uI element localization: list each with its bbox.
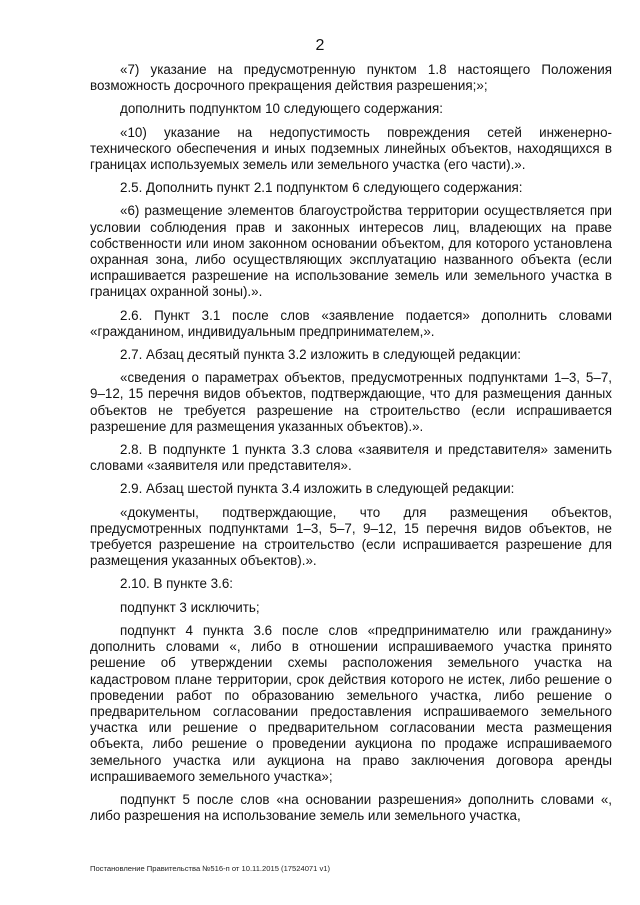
paragraph-2-9: 2.9. Абзац шестой пункта 3.4 изложить в следующей редакции: — [120, 481, 515, 497]
paragraph-subpoint-5: подпункт 5 после слов «на основании разрешения» дополнить словами «, либо разрешения на использование земель или земельного участка, — [90, 791, 612, 824]
paragraph-subpoint-7: «7) указание на предусмотренную пунктом 1.8 настоящего Положения возможность досрочного прекращения действия разрешения;»; — [90, 62, 612, 94]
paragraph-subpoint-3-removed: подпункт 3 исключить; — [120, 599, 260, 615]
paragraph-2-5: 2.5. Дополнить пункт 2.1 подпунктом 6 следующего содержания: — [120, 180, 523, 196]
paragraph-2-8: 2.8. В подпункте 1 пункта 3.3 слова «заявителя и представителя» заменить словами «заявителя или представителя». — [90, 442, 612, 474]
document-body — [90, 62, 612, 831]
paragraph-2-7-text: «сведения о параметрах объектов, предусмотренных подпунктами 1–3, 5–7, 9–12, 15 перечня видов объектов, подтверждающие, что для размещения данных объектов не требуется разрешение на строительство (если испрашивается разрешение для размещения указанных объектов).». — [90, 370, 612, 434]
document-footer: Постановление Правительства №516-п от 10.11.2015 (17524071 v1) — [90, 864, 331, 873]
paragraph-2-7: 2.7. Абзац десятый пункта 3.2 изложить в следующей редакции: — [120, 347, 521, 363]
paragraph-2-6: 2.6. Пункт 3.1 после слов «заявление подается» дополнить словами «гражданином, индивидуальным предпринимателем,». — [90, 307, 612, 339]
paragraph-2-10: 2.10. В пункте 3.6: — [120, 576, 233, 592]
paragraph-add-subpoint-10: дополнить подпунктом 10 следующего содержания: — [120, 101, 443, 117]
paragraph-subpoint-4: подпункт 4 пункта 3.6 после слов «предпринимателю или гражданину» дополнить словами «, либо в отношении испрашиваемого участка принято решение об утверждении схемы расположения земельного участка на кадастровом плане территории, срок действия которого не истек, либо решение о проведении работ по образованию земельного участка, либо решение о предварительном согласовании предоставления испрашиваемого земельного участка или решение о предварительном согласовании места размещения объекта, либо решение о проведении аукциона по продаже испрашиваемого земельного участка или аукциона на право заключения договора аренды испрашиваемого земельного участка»; — [90, 622, 612, 784]
paragraph-subpoint-10: «10) указание на недопустимость повреждения сетей инженерно-технического обеспечения и иных подземных линейных объектов, находящихся в границах используемых земель или земельного участка (его части).». — [90, 124, 612, 173]
paragraph-subpoint-6: «6) размещение элементов благоустройства территории осуществляется при условии соблюдения прав и законных интересов лиц, владеющих на праве собственности или ином законном основании объектом, для которого установлена охранная зона, либо осуществляющих эксплуатацию названного объекта (если испрашивается разрешение на использование земель или земельного участка в границах охранной зоны).». — [90, 203, 612, 300]
paragraph-2-9-text: «документы, подтверждающие, что для размещения объектов, предусмотренных подпунктами 1–3, 5–7, 9–12, 15 перечня видов объектов, не требуется разрешение на строительство (если испрашивается разрешение для размещения указанных объектов).». — [90, 504, 612, 569]
page-number: 2 — [315, 37, 325, 54]
